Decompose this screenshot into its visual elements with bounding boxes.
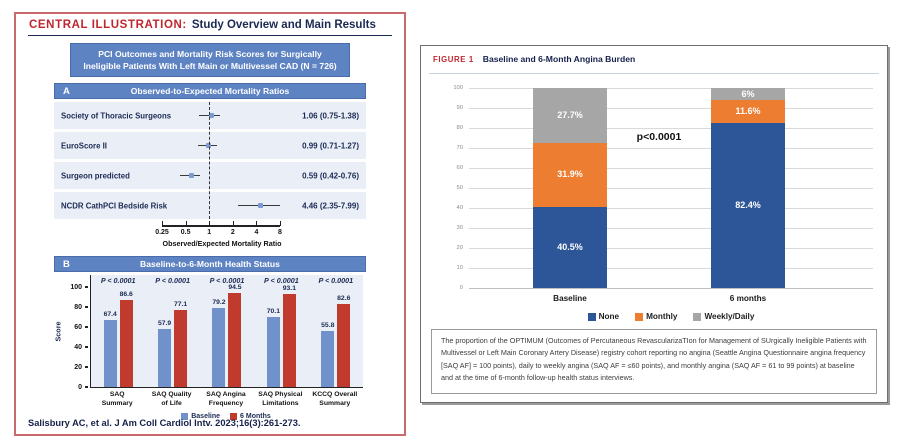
y-tick-label: 80 xyxy=(456,124,463,131)
central-illustration-kicker: CENTRAL ILLUSTRATION: xyxy=(29,19,187,31)
forest-value-text: 0.99 (0.71-1.27) xyxy=(302,141,359,151)
stacked-segment-weekly-daily: 6% xyxy=(711,88,785,100)
forest-axis-tick xyxy=(162,221,163,226)
y-tick-label: 50 xyxy=(456,184,463,191)
stacked-segment-none: 82.4% xyxy=(711,123,785,288)
x-category-line: Frequency xyxy=(208,399,244,407)
y-tick-label: 0 xyxy=(459,284,463,291)
p-value-label: P < 0.0001 xyxy=(155,276,190,286)
y-tick xyxy=(85,326,88,328)
none-swatch-icon xyxy=(588,313,596,321)
forest-axis xyxy=(54,222,366,250)
health-plot xyxy=(90,275,363,388)
y-tick xyxy=(85,306,88,308)
panel-b-title: Baseline-to-6-Month Health Status xyxy=(140,259,280,270)
figure1-panel xyxy=(420,45,888,403)
gridline xyxy=(469,228,873,229)
bar-group xyxy=(145,275,199,387)
gridline xyxy=(469,248,873,249)
y-tick-label: 90 xyxy=(456,104,463,111)
forest-rows xyxy=(54,102,366,219)
legend-baseline-label: Baseline xyxy=(191,413,221,421)
x-category-line: Summary xyxy=(319,399,351,407)
forest-row-label: Society of Thoracic Surgeons xyxy=(61,111,172,121)
panel-b-letter: B xyxy=(63,258,70,270)
weekly-daily-swatch-icon xyxy=(693,313,701,321)
bar-value-label: 70.1 xyxy=(266,307,280,315)
panel-a-title: Observed-to-Expected Mortality Ratios xyxy=(130,86,290,97)
gridline xyxy=(469,268,873,269)
forest-value-text: 1.06 (0.75-1.38) xyxy=(302,111,359,121)
bar-group xyxy=(200,275,254,387)
x-category-label xyxy=(308,391,362,409)
figure1-title: Baseline and 6-Month Angina Burden xyxy=(482,54,636,64)
y-tick xyxy=(85,346,88,348)
angina-legend xyxy=(469,312,873,321)
y-tick-label: 70 xyxy=(456,144,463,151)
angina-burden-chart xyxy=(421,78,887,326)
p-value-label: P < 0.0001 xyxy=(318,276,354,286)
legend-item-none xyxy=(588,312,619,321)
bar-baseline xyxy=(266,307,280,387)
x-category-line: of Life xyxy=(161,399,182,407)
gridline xyxy=(469,128,873,129)
stacked-segment-monthly: 31.9% xyxy=(533,143,607,207)
bar-baseline xyxy=(212,298,226,387)
bar-sixmonths xyxy=(337,295,351,387)
legend-none-label: None xyxy=(598,312,620,321)
x-category-label xyxy=(253,391,307,409)
bar-group xyxy=(254,275,308,387)
forest-axis-tick-label: 1 xyxy=(207,229,212,237)
forest-point-estimate xyxy=(189,173,194,178)
panel-a-letter: A xyxy=(63,85,70,97)
stacked-segment-none: 40.5% xyxy=(533,207,607,288)
p-value-label: P < 0.0001 xyxy=(100,276,136,286)
health-status-chart xyxy=(54,275,366,425)
forest-axis-tick xyxy=(186,221,187,226)
forest-value-text: 4.46 (2.35-7.99) xyxy=(302,201,359,211)
y-tick-label: 80 xyxy=(74,304,82,312)
gridline xyxy=(469,208,873,209)
panel-b-header xyxy=(54,256,366,272)
y-axis-title: Score xyxy=(53,321,63,342)
forest-row-label: NCDR CathPCI Bedside Risk xyxy=(61,201,168,211)
legend-item-weekly-daily xyxy=(693,312,754,321)
bar-value-label: 93.1 xyxy=(282,284,296,292)
y-tick-label: 100 xyxy=(70,284,82,292)
forest-axis-label: Observed/Expected Mortality Ratio xyxy=(162,238,282,248)
bar-value-label: 86.6 xyxy=(119,291,133,299)
y-tick-label: 0 xyxy=(78,384,82,392)
forest-axis-tick xyxy=(256,221,257,226)
x-category-line: KCCQ Overall xyxy=(312,391,358,399)
forest-value-text: 0.59 (0.42-0.76) xyxy=(302,171,359,181)
x-category-line: SAQ Angina xyxy=(206,391,246,399)
bar-group xyxy=(309,275,363,387)
y-tick-label: 20 xyxy=(74,364,82,372)
p-value-label: P < 0.0001 xyxy=(209,276,245,286)
x-category-label: 6 months xyxy=(729,294,767,303)
x-category-line: Summary xyxy=(101,399,133,407)
panel-a-header xyxy=(54,83,366,99)
bar-group xyxy=(91,275,145,387)
forest-axis-tick xyxy=(209,221,210,226)
legend-monthly-label: Monthly xyxy=(646,312,678,321)
forest-row-label: EuroScore II xyxy=(61,141,107,151)
forest-row-label: Surgeon predicted xyxy=(61,171,130,181)
x-category-line: Limitations xyxy=(262,399,299,407)
y-tick-label: 60 xyxy=(74,324,82,332)
bar-value-label: 55.8 xyxy=(321,322,335,330)
legend-weekly-daily-label: Weekly/Daily xyxy=(704,312,755,321)
y-tick xyxy=(85,386,88,388)
bar-sixmonths xyxy=(173,300,188,387)
forest-axis-tick-label: 8 xyxy=(278,229,282,237)
bar-value-label: 82.6 xyxy=(337,295,351,303)
forest-axis-tick-label: 0.5 xyxy=(180,229,191,237)
figure1-header-divider xyxy=(429,73,879,74)
monthly-swatch-icon xyxy=(635,313,643,321)
y-tick-label: 40 xyxy=(74,344,82,352)
stacked-segment-monthly: 11.6% xyxy=(711,100,785,123)
central-illustration-title-text: Study Overview and Main Results xyxy=(191,19,376,31)
bar-baseline xyxy=(103,310,117,387)
bar-baseline xyxy=(157,320,172,387)
p-value-label: p<0.0001 xyxy=(636,131,682,143)
bar-sixmonths xyxy=(282,284,296,387)
x-category-line: SAQ xyxy=(109,391,125,399)
y-tick-label: 30 xyxy=(456,224,463,231)
health-x-labels xyxy=(90,391,362,411)
bar-value-label: 57.9 xyxy=(157,320,172,328)
citation: Salisbury AC, et al. J Am Coll Cardiol Intv. 2023;16(3):261-273. xyxy=(28,418,301,428)
y-tick-label: 60 xyxy=(456,164,463,171)
central-illustration-title xyxy=(16,14,404,31)
y-tick-label: 100 xyxy=(453,84,463,91)
central-illustration-panel xyxy=(14,12,406,436)
gridline xyxy=(469,188,873,189)
x-category-label: Baseline xyxy=(553,294,587,303)
panel-b xyxy=(54,256,366,425)
figure1-header xyxy=(433,54,875,64)
x-category-label xyxy=(90,391,144,409)
y-tick xyxy=(85,366,88,368)
reference-line xyxy=(209,102,210,219)
y-tick-label: 10 xyxy=(456,264,463,271)
y-tick xyxy=(85,286,88,288)
figure1-label: FIGURE 1 xyxy=(433,55,474,64)
study-header: PCI Outcomes and Mortality Risk Scores for Surgically Ineligible Patients With Left Main or Multivessel CAD (N = 726) xyxy=(70,43,350,77)
bar-baseline xyxy=(321,322,335,387)
panel-a xyxy=(54,83,366,250)
forest-axis-tick xyxy=(280,221,281,226)
x-category-line: SAQ Quality xyxy=(151,391,192,399)
x-category-label xyxy=(144,391,198,409)
forest-axis-tick-label: 4 xyxy=(254,229,259,237)
bar-value-label: 94.5 xyxy=(228,283,242,291)
legend-6months-label: 6 Months xyxy=(240,413,271,421)
y-tick-label: 40 xyxy=(456,204,463,211)
gridline xyxy=(469,168,873,169)
y-tick-label: 20 xyxy=(456,244,463,251)
health-y-axis xyxy=(54,275,88,392)
title-divider xyxy=(28,35,392,36)
forest-axis-tick-label: 0.25 xyxy=(155,229,169,237)
bar-value-label: 77.1 xyxy=(173,300,188,308)
stacked-segment-weekly-daily: 27.7% xyxy=(533,88,607,143)
gridline xyxy=(469,88,873,89)
forest-axis-tick-label: 2 xyxy=(230,229,235,237)
gridline xyxy=(469,288,873,289)
x-category-line: SAQ Physical xyxy=(258,391,303,399)
figure1-caption: The proportion of the OPTIMUM (Outcomes of Percutaneous RevascularizaTIon for Management of SUrgically Ineligible Patients with Multivessel or Left Main Coronary Artery Disease) registry cohort reporting no angina (Seattle Angina Questionnaire angina frequency [SAQ AF] = 100 points), daily to weekly angina (SAQ AF = ≤60 points), and monthly angina (SAQ AF = 61 to 99 points) at baseline and at the time of 6-month follow-up health status interviews. xyxy=(431,329,877,394)
forest-point-estimate xyxy=(258,203,263,208)
gridline xyxy=(469,148,873,149)
bar-value-label: 67.4 xyxy=(103,310,117,318)
bar-sixmonths xyxy=(228,283,242,388)
forest-axis-line xyxy=(162,225,280,227)
bar-value-label: 79.2 xyxy=(212,298,226,306)
p-value-label: P < 0.0001 xyxy=(264,276,299,286)
legend-item-monthly xyxy=(635,312,677,321)
gridline xyxy=(469,108,873,109)
forest-axis-tick xyxy=(233,221,234,226)
x-category-label xyxy=(199,391,253,409)
bar-sixmonths xyxy=(119,291,133,387)
